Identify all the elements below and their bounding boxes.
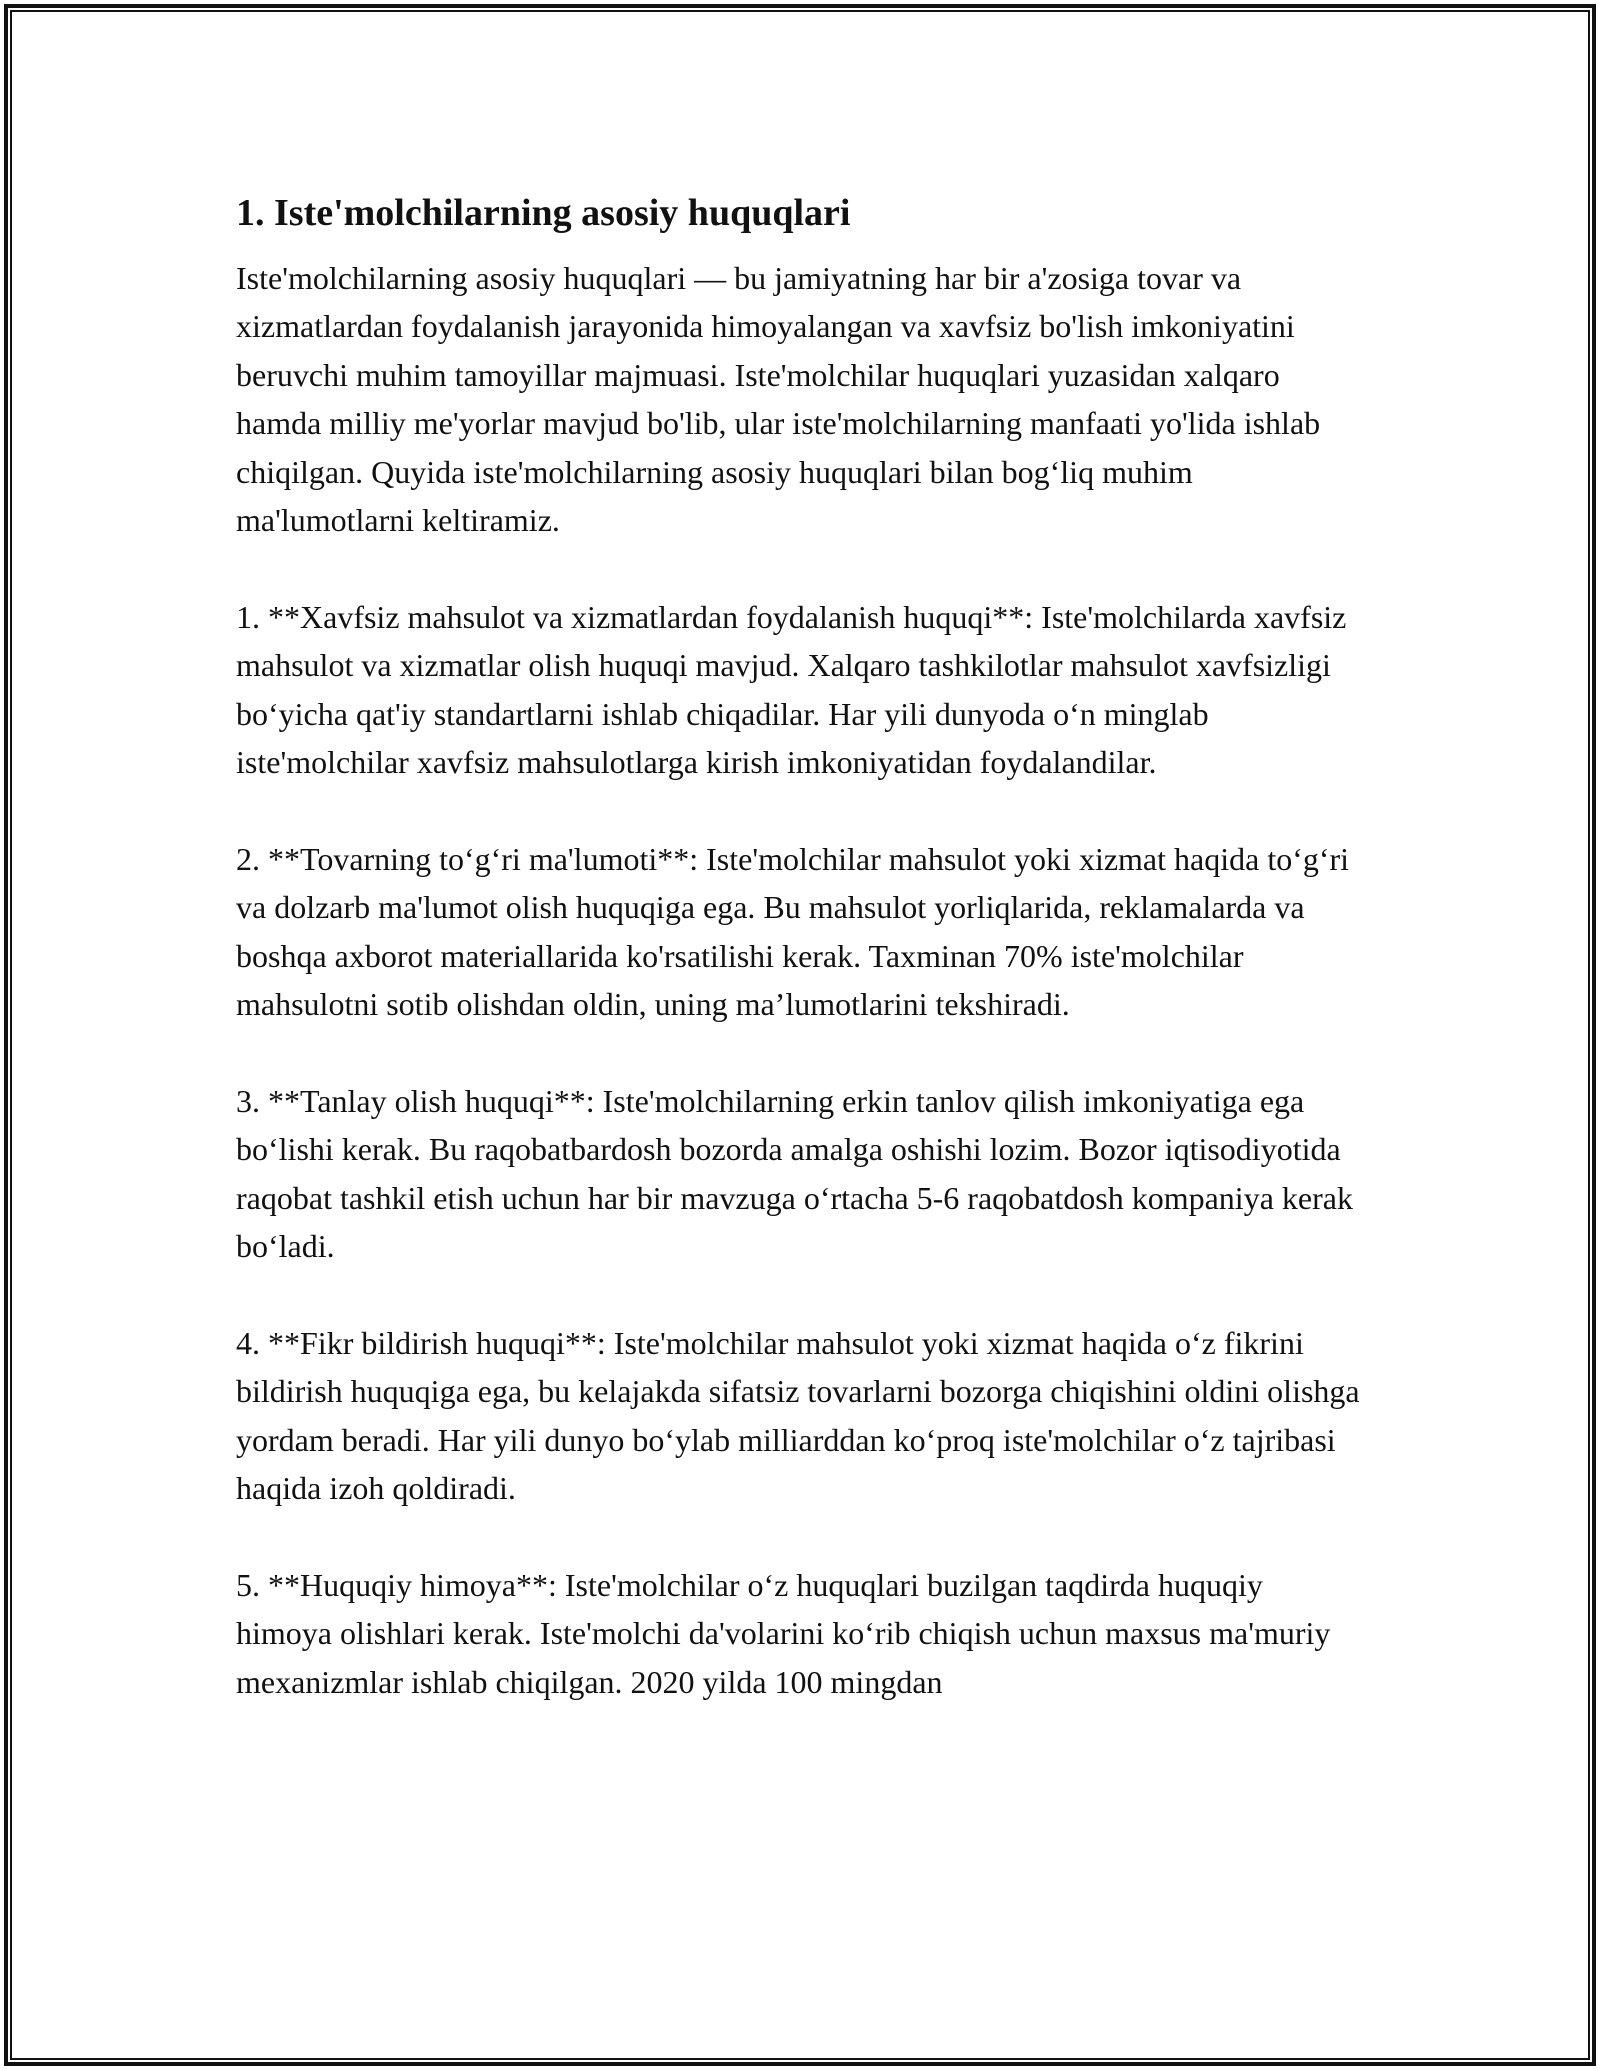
right-3-paragraph: 3. **Tanlay olish huquqi**: Iste'molchilarning erkin tanlov qilish imkoniyatiga ega bo‘lishi kerak. Bu raqobatbardosh bozorda amalga oshishi lozim. Bozor iqtisodiyotida raqobat tashkil etish uchun har bir mavzuga o‘rtacha 5-6 raqobatdosh kompaniya kerak bo‘ladi.	[236, 1082, 1353, 1265]
right-4-paragraph: 4. **Fikr bildirish huquqi**: Iste'molchilar mahsulot yoki xizmat haqida o‘z fikrini bildirish huquqiga ega, bu kelajakda sifatsiz tovarlarni bozorga chiqishini oldini olishga yordam beradi. Har yili dunyo bo‘ylab milliarddan ko‘proq iste'molchilar o‘z tajribasi haqida izoh qoldiradi.	[236, 1324, 1360, 1507]
intro-paragraph: Iste'molchilarning asosiy huquqlari — bu jamiyatning har bir a'zosiga tovar va xizmatlardan foydalanish jarayonida himoyalangan va xavfsiz bo'lish imkoniyatini beruvchi muhim tamoyillar majmuasi. Iste'molchilar huquqlari yuzasidan xalqaro hamda milliy me'yorlar mavjud bo'lib, ular iste'molchilarning manfaati yo'lida ishlab chiqilgan. Quyida iste'molchilarning asosiy huquqlari bilan bog‘liq muhim ma'lumotlarni keltiramiz.	[236, 260, 1321, 539]
right-2-paragraph: 2. **Tovarning to‘g‘ri ma'lumoti**: Iste'molchilar mahsulot yoki xizmat haqida to‘g‘ri va dolzarb ma'lumot olish huquqiga ega. Bu mahsulot yorliqlarida, reklamalarda va boshqa axborot materiallarida ko'rsatilishi kerak. Taxminan 70% iste'molchilar mahsulotni sotib olishdan oldin, uning ma’lumotlarini tekshiradi.	[236, 840, 1350, 1023]
document-body	[236, 186, 1366, 1755]
section-heading: 1. Iste'molchilarning asosiy huquqlari	[236, 192, 851, 234]
right-1-paragraph: 1. **Xavfsiz mahsulot va xizmatlardan foydalanish huquqi**: Iste'molchilarda xavfsiz mahsulot va xizmatlar olish huquqi mavjud. Xalqaro tashkilotlar mahsulot xavfsizligi bo‘yicha qat'iy standartlarni ishlab chiqadilar. Har yili dunyoda o‘n minglab iste'molchilar xavfsiz mahsulotlarga kirish imkoniyatidan foydalandilar.	[236, 598, 1347, 781]
right-5-paragraph: 5. **Huquqiy himoya**: Iste'molchilar o‘z huquqlari buzilgan taqdirda huquqiy himoya olishlari kerak. Iste'molchi da'volarini ko‘rib chiqish uchun maxsus ma'muriy mexanizmlar ishlab chiqilgan. 2020 yilda 100 mingdan	[236, 1566, 1331, 1700]
